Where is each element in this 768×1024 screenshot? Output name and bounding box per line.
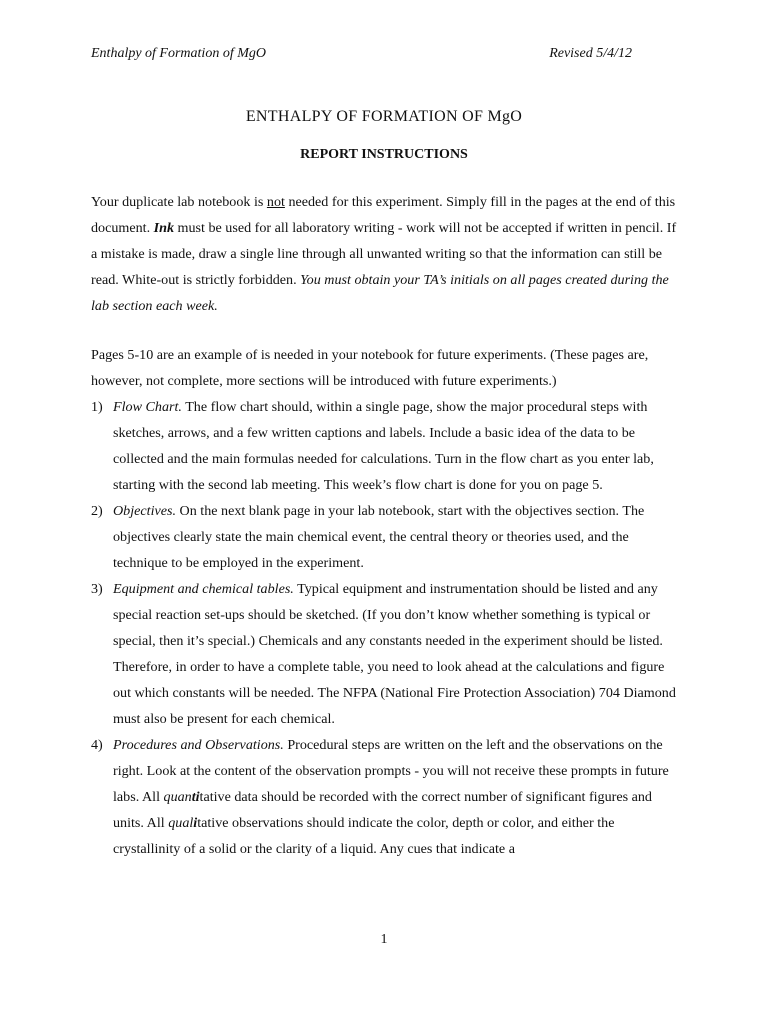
list-text: The flow chart should, within a single page, show the major procedural steps with sketches, arrows, and a few written captions and labels. Include a basic idea of the data to be collected and the main formulas needed for calculations. Turn in the flow chart as you enter lab, starting with the second lab meeting. This week’s flow chart is done for you on page 5. xyxy=(113,399,654,493)
list-number: 4) xyxy=(91,737,103,753)
intro-text-3: must be used for all laboratory writing - work will not be accepted if written in pencil. If a mistake is made, draw a single line through all unwanted writing so that the information can still be read. White-out is strictly forbidden. xyxy=(91,220,677,288)
list-heading: Procedures and Observations. xyxy=(113,737,284,753)
intro-text-2: needed for this experiment. Simply fill in the pages at the end of this document. xyxy=(91,194,676,236)
list-heading: Flow Chart. xyxy=(113,399,182,415)
qualitative-emphasis-italic: qual xyxy=(168,815,194,831)
list-text: Typical equipment and instrumentation should be listed and any special reaction set-ups should be sketched. (If you don’t know whether something is typical or special, then it’s special.) Chemicals and any constants needed in the experiment should be listed. Therefore, in order to have a complete table, you need to look ahead at the calculations and figure out which constants will be needed. The NFPA (National Fire Protection Association) 704 Diamond must also be present for each chemical. xyxy=(113,581,676,727)
list-heading: Objectives. xyxy=(113,503,177,519)
intro-ink-emphasis: Ink xyxy=(153,220,174,236)
list-text: On the next blank page in your lab notebook, start with the objectives section. The objectives clearly state the main chemical event, the central theory or theories used, and the technique to be employed in the experiment. xyxy=(113,503,645,571)
list-item-procedures-observations xyxy=(91,732,677,862)
list-number: 3) xyxy=(91,581,103,597)
section-subtitle: REPORT INSTRUCTIONS xyxy=(300,147,468,162)
intro-ta-initials-note: You must obtain your TA’s initials on all pages created during the lab section each week. xyxy=(91,272,669,314)
header-document-title: Enthalpy of Formation of MgO xyxy=(91,46,266,61)
intro-underline-not: not xyxy=(266,194,285,210)
list-item-flow-chart xyxy=(91,394,677,498)
list-item-objectives xyxy=(91,498,677,576)
list-heading: Equipment and chemical tables. xyxy=(113,581,294,597)
intro-paragraph xyxy=(91,189,677,319)
list-text: Procedural steps are written on the left and the observations on the right. Look at the content of the observation prompts - you will not receive these prompts in future labs. All xyxy=(113,737,669,805)
quantitative-emphasis-bold: ti xyxy=(191,789,200,805)
list-text: tative data should be recorded with the correct number of significant figures and units. All xyxy=(113,789,652,831)
list-number: 1) xyxy=(91,399,103,415)
list-item-equipment-tables xyxy=(91,576,677,732)
quantitative-emphasis-italic: quan xyxy=(163,789,192,805)
page-number: 1 xyxy=(380,932,388,947)
pages-example-paragraph: Pages 5-10 are an example of is needed in your notebook for future experiments. (These pages are, however, not complete, more sections will be introduced with future experiments.) xyxy=(91,347,649,389)
intro-text-1: Your duplicate lab notebook is xyxy=(91,194,267,210)
report-sections-list xyxy=(91,394,677,862)
list-number: 2) xyxy=(91,503,103,519)
list-text: tative observations should indicate the color, depth or color, and either the crystallinity of a solid or the clarity of a liquid. Any cues that indicate a xyxy=(113,815,615,857)
document-title: ENTHALPY OF FORMATION OF MgO xyxy=(245,108,523,125)
header-revision-date: Revised 5/4/12 xyxy=(549,46,632,61)
qualitative-emphasis-bold: i xyxy=(193,815,198,831)
